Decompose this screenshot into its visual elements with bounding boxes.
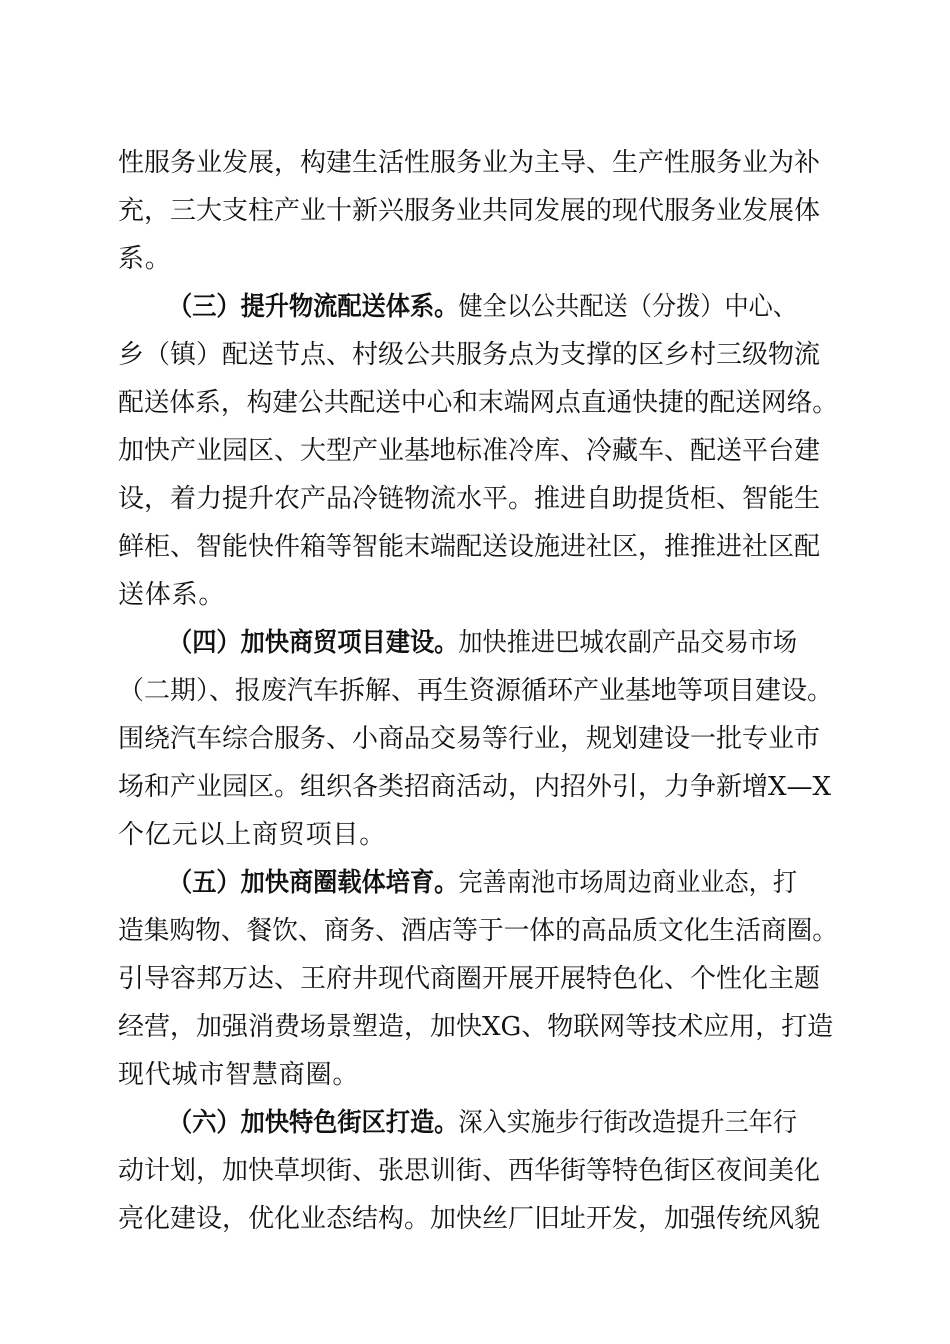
- paragraph-line: 配送体系，构建公共配送中心和末端网点直通快捷的配送网络。: [118, 388, 839, 418]
- paragraph-line: 经营，加强消费场景塑造，加快XG、物联网等技术应用，打造: [118, 1012, 834, 1042]
- section-4-first-line: [168, 619, 838, 667]
- paragraph-line: 引导容邦万达、王府井现代商圈开展开展特色化、个性化主题: [118, 964, 821, 994]
- paragraph-line: 送体系。: [118, 580, 226, 610]
- paragraph-line: 鲜柜、智能快件箱等智能末端配送设施进社区，推推进社区配: [118, 532, 821, 562]
- paragraph-line: 加快产业园区、大型产业基地标准冷库、冷藏车、配送平台建: [118, 436, 821, 466]
- section-5-first-line: [168, 859, 838, 907]
- section-3-heading: （三）提升物流配送体系。: [168, 292, 459, 322]
- section-4-text: 加快推进巴城农副产品交易市场: [458, 628, 798, 658]
- paragraph-line: （二期）、报废汽车拆解、再生资源循环产业基地等项目建设。: [118, 676, 834, 706]
- paragraph-line: 现代城市智慧商圈。: [118, 1060, 360, 1090]
- paragraph-line: 个亿元以上商贸项目。: [118, 820, 387, 850]
- section-3-first-line: [168, 283, 838, 331]
- paragraph-line: 性服务业发展，构建生活性服务业为主导、生产性服务业为补: [118, 148, 821, 178]
- paragraph-line: 围绕汽车综合服务、小商品交易等行业，规划建设一批专业市: [118, 724, 821, 754]
- paragraph-line: 系。: [118, 244, 172, 274]
- paragraph-line: 充，三大支柱产业十新兴服务业共同发展的现代服务业发展体: [118, 196, 821, 226]
- paragraph-line: 设，着力提升农产品冷链物流水平。推进自助提货柜、智能生: [118, 484, 821, 514]
- section-4-heading: （四）加快商贸项目建设。: [168, 628, 459, 658]
- paragraph-line: 动计划，加快草坝街、张思训街、西华街等特色街区夜间美化: [118, 1156, 821, 1186]
- paragraph-line: 造集购物、餐饮、商务、酒店等于一体的高品质文化生活商圈。: [118, 916, 839, 946]
- section-5-text: 完善南池市场周边商业业态，打: [458, 868, 798, 898]
- paragraph-line: 亮化建设，优化业态结构。加快丝厂旧址开发，加强传统风貌: [118, 1204, 821, 1234]
- section-6-heading: （六）加快特色街区打造。: [168, 1108, 459, 1138]
- section-5-heading: （五）加快商圈载体培育。: [168, 868, 459, 898]
- section-3-text: 健全以公共配送（分拨）中心、: [458, 292, 798, 322]
- section-6-text: 深入实施步行街改造提升三年行: [458, 1108, 798, 1138]
- paragraph-line: 乡（镇）配送节点、村级公共服务点为支撑的区乡村三级物流: [118, 340, 821, 370]
- paragraph-line: 场和产业园区。组织各类招商活动，内招外引，力争新增X—X: [118, 772, 832, 802]
- section-6-first-line: [168, 1099, 838, 1147]
